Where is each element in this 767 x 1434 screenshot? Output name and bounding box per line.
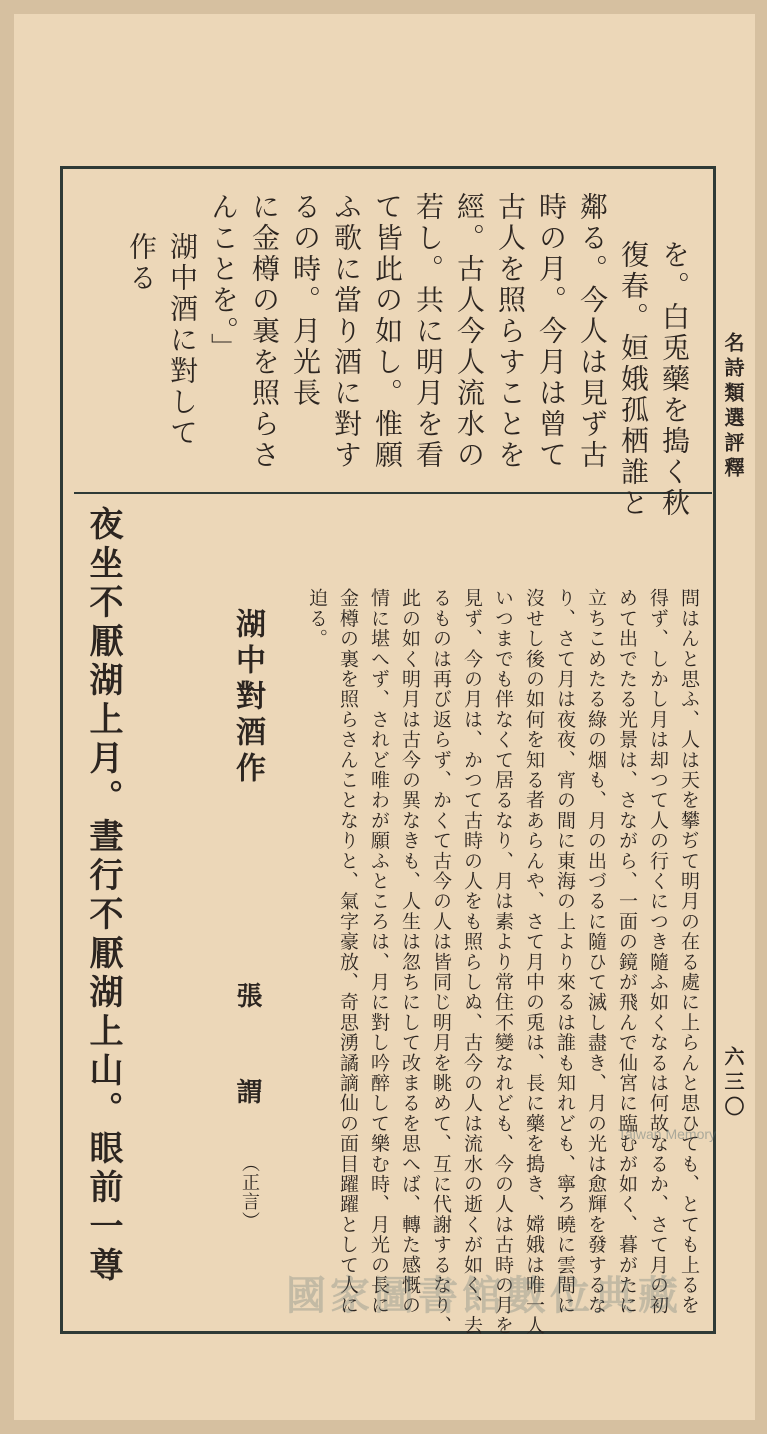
poem-author: 張 謂 <box>232 982 262 1110</box>
commentary-col-11: 情に堪へず、されど唯わが願ふところは、月に對し吟醉して樂む時、月光の長に <box>368 588 390 1316</box>
poem-author-note: （正言） <box>239 1154 260 1231</box>
poem-line-1: 夜坐不厭湖上月。晝行不厭湖上山。眼前一尊 <box>83 506 123 1286</box>
watermark-subtext: Taiwan Memory <box>618 1126 717 1142</box>
upper-col-4: 時の月。今月は曾て <box>535 192 568 471</box>
commentary-col-9: るものは再び返らず、かくて古今の人は皆同じ明月を眺めて、互に代謝するなり、 <box>430 588 452 1336</box>
upper-col-9: ふ歌に當り酒に對す <box>330 192 363 471</box>
upper-col-5: 古人を照らすことを <box>494 192 527 471</box>
watermark-text: 國家圖書館數位典藏 <box>286 1272 682 1319</box>
upper-col-11: に金樽の裏を照らさ <box>248 192 281 471</box>
book-title: 名詩類選評釋 <box>721 332 745 482</box>
commentary-col-7: いつまでも伴なくて居るなり、月は素より常住不變なれども、今の人は古時の月を <box>492 588 514 1336</box>
upper-col-10: るの時。月光長 <box>289 192 322 409</box>
book-page <box>14 14 755 1420</box>
upper-col-1: を。白兎藥を搗く秋 <box>658 240 691 519</box>
upper-col-2: 復春。姮娥孤栖誰と <box>617 240 650 519</box>
upper-col-12: んことを。」 <box>207 192 240 364</box>
upper-col-14: 作る <box>125 232 158 294</box>
upper-col-3: 鄰る。今人は見ず古 <box>576 192 609 471</box>
page-number: 六三〇 <box>721 1046 745 1121</box>
commentary-col-5: り、さて月は夜夜、宵の間に東海の上より來るは誰も知れども、寧ろ曉に雲間に <box>554 588 576 1316</box>
upper-col-6: 經。古人今人流水の <box>453 192 486 471</box>
commentary-col-8: 見ず、今の月は、かつて古時の人をも照らしぬ、古今の人は流水の逝くが如く、去 <box>461 588 483 1336</box>
commentary-col-4: 立ちこめたる綠の烟も、月の出づるに隨ひて滅し盡き、月の光は愈輝を發するな <box>585 588 607 1316</box>
commentary-col-12: 金樽の裏を照らさんことなりと、氣字豪放、奇思湧譎謫仙の面目躍躍として人に <box>337 588 359 1316</box>
commentary-col-3: めて出でたる光景は、さながら、一面の鏡が飛んで仙宮に臨むが如く、暮がたに <box>616 588 638 1316</box>
upper-col-8: て皆此の如し。惟願 <box>371 192 404 471</box>
commentary-col-13: 迫る。 <box>306 588 328 649</box>
commentary-col-2: 得ず、しかし月は却つて人の行くにつき隨ふ如くなるは何故なるか、さて月の初 <box>647 588 669 1316</box>
commentary-col-1: 問はんと思ふ、人は天を攀ぢて明月の在る處に上らんと思ひても、とても上るを <box>678 588 700 1316</box>
commentary-col-6: 沒せし後の如何を知る者あらんや、さて月中の兎は、長に藥を搗き、嫦娥は唯一人 <box>523 588 545 1336</box>
poem-title: 湖中對酒作 <box>230 608 265 788</box>
upper-col-7: 若し。共に明月を看 <box>412 192 445 471</box>
commentary-col-10: 此の如く明月は古今の異なきも、人生は忽ちにして改まるを思へば、轉た感慨の <box>399 588 421 1316</box>
upper-col-13: 湖中酒に對して <box>166 232 199 449</box>
